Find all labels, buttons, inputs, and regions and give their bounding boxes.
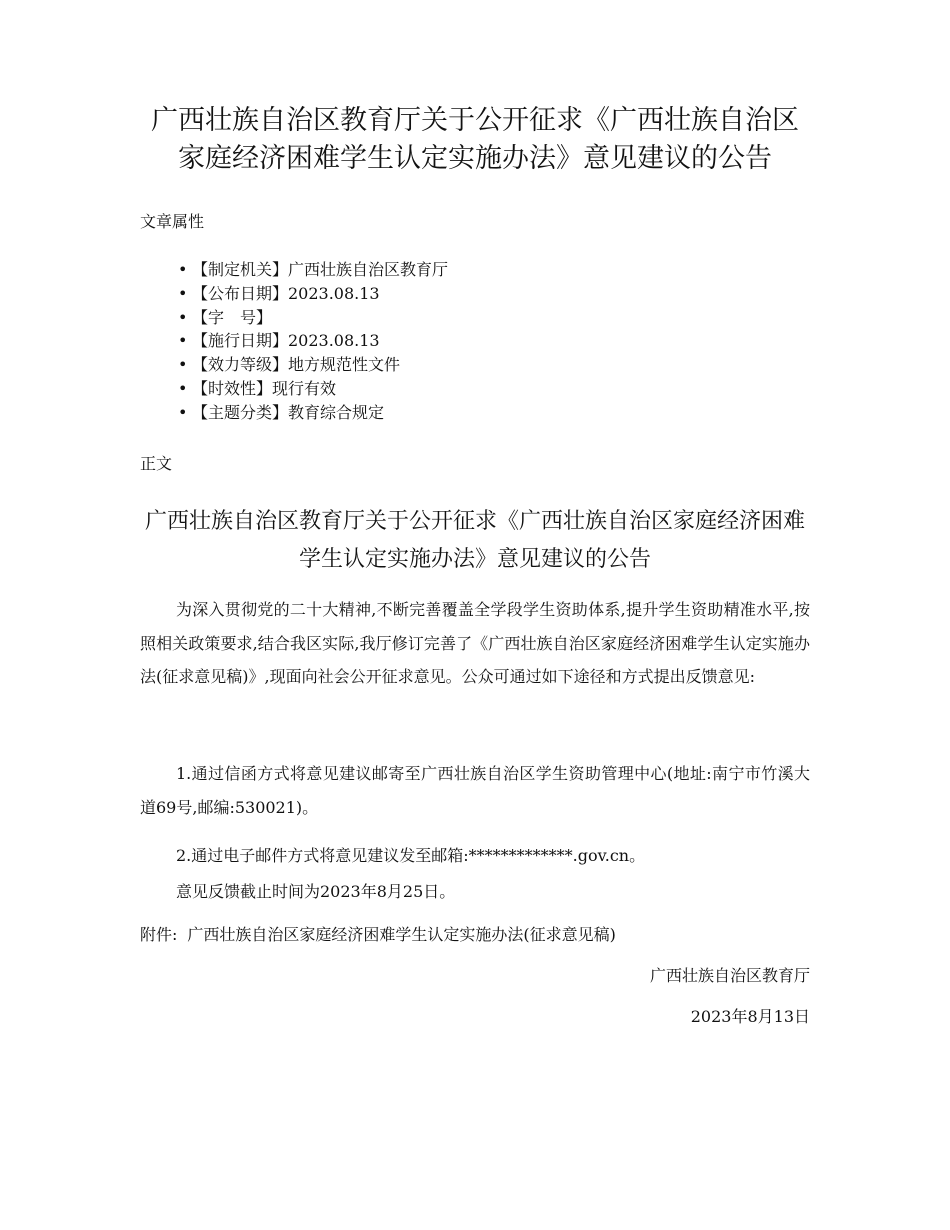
attribute-category: • 【主题分类】教育综合规定 xyxy=(178,401,448,425)
sign-date: 2023年8月13日 xyxy=(690,1007,810,1026)
attribute-legal-level: • 【效力等级】地方规范性文件 xyxy=(178,353,448,377)
attribute-effective-date: • 【施行日期】2023.08.13 xyxy=(178,329,448,353)
attribute-doc-number: • 【字 号】 xyxy=(178,306,448,330)
intro-paragraph: 为深入贯彻党的二十大精神,不断完善覆盖全学段学生资助体系,提升学生资助精准水平,按照相关政策要求,结合我区实际,我厅修订完善了《广西壮族自治区家庭经济困难学生认定实施办法(征求意见稿)》,现面向社会公开征求意见。公众可通过如下途径和方式提出反馈意见: xyxy=(140,600,810,686)
signer-name: 广西壮族自治区教育厅 xyxy=(649,966,810,985)
email-paragraph: 2.通过电子邮件方式将意见建议发至邮箱:*************.gov.cn。 xyxy=(176,846,646,865)
document-title: 广西壮族自治区教育厅关于公开征求《广西壮族自治区家庭经济困难学生认定实施办法》意见建议的公告 xyxy=(144,509,805,572)
body-label: 正文 xyxy=(140,454,173,473)
attribute-issuer: • 【制定机关】广西壮族自治区教育厅 xyxy=(178,258,448,282)
attribute-validity: • 【时效性】现行有效 xyxy=(178,377,448,401)
attributes-list xyxy=(178,258,448,425)
deadline-paragraph: 意见反馈截止时间为2023年8月25日。 xyxy=(176,882,456,901)
attribute-publish-date: • 【公布日期】2023.08.13 xyxy=(178,282,448,306)
page-title: 广西壮族自治区教育厅关于公开征求《广西壮族自治区家庭经济困难学生认定实施办法》意见建议的公告 xyxy=(151,105,799,174)
mail-paragraph: 1.通过信函方式将意见建议邮寄至广西壮族自治区学生资助管理中心(地址:南宁市竹溪大道69号,邮编:530021)。 xyxy=(140,764,810,817)
attachment-line xyxy=(140,923,810,947)
attachment-link[interactable]: 广西壮族自治区家庭经济困难学生认定实施办法(征求意见稿) xyxy=(187,925,616,944)
attributes-label: 文章属性 xyxy=(140,212,205,231)
attachment-label: 附件: xyxy=(140,925,178,944)
